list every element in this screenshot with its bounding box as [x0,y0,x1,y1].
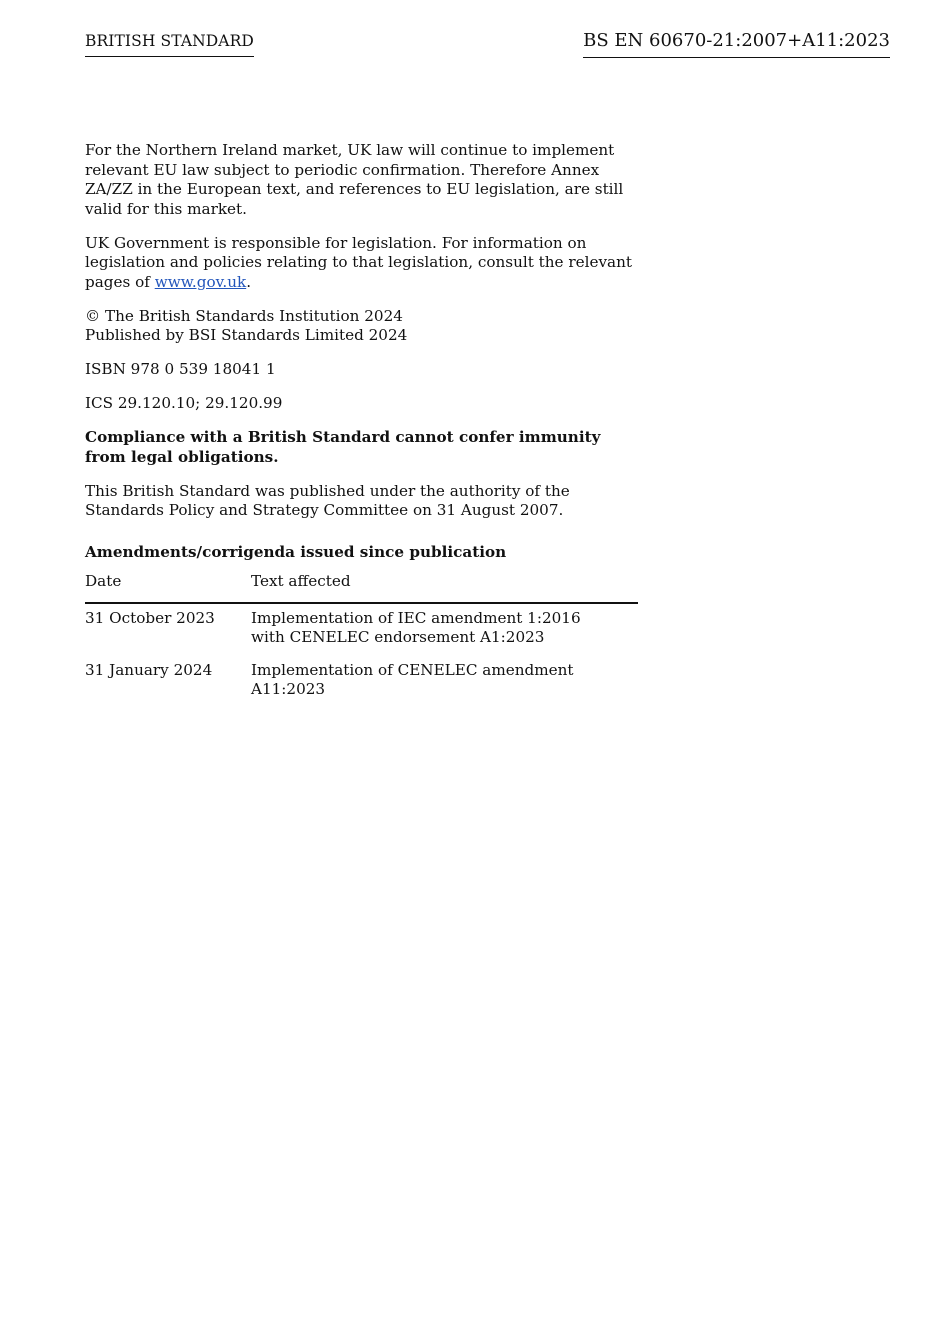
compliance-notice: Compliance with a British Standard cannot confer immunity from legal obligations. [85,428,601,466]
isbn: ISBN 978 0 539 18041 1 [85,360,276,378]
gov-uk-link[interactable]: www.gov.uk [154,272,247,291]
column-header-text-affected: Text affected [251,572,638,603]
table-row [85,656,638,708]
uk-government-text-end: . [246,272,252,291]
table-row [85,603,638,656]
document-body [85,141,638,708]
header-standard-number: BS EN 60670-21:2007+A11:2023 [583,30,890,58]
authority-statement: This British Standard was published under the authority of the Standards Policy and Strategy Committee on 31 August 2007. [85,481,570,519]
copyright-block [85,307,638,346]
uk-government-paragraph [85,234,638,293]
publisher-line: Published by BSI Standards Limited 2024 [85,326,408,344]
amendment-text: Implementation of IEC amendment 1:2016 with CENELEC endorsement A1:2023 [251,608,581,646]
ics-codes: ICS 29.120.10; 29.120.99 [85,394,283,412]
amendments-header-row [85,572,638,603]
northern-ireland-paragraph: For the Northern Ireland market, UK law will continue to implement relevant EU law subject to periodic confirmation. Therefore Annex ZA/ZZ in the European text, and references to EU legislation, are still valid for this market. [85,141,624,218]
uk-government-text: UK Government is responsible for legislation. For information on legislation and policies relating to that legislation, consult the relevant pages of [85,233,632,291]
amendment-text: Implementation of CENELEC amendment A11:2023 [251,660,574,698]
amendments-title: Amendments/corrigenda issued since publication [85,542,507,561]
amendments-table [85,572,638,708]
amendment-date: 31 October 2023 [85,608,215,627]
amendment-date: 31 January 2024 [85,660,213,679]
header-standard-label: BRITISH STANDARD [85,31,254,57]
column-header-date: Date [85,572,251,603]
copyright-line: © The British Standards Institution 2024 [85,306,403,325]
